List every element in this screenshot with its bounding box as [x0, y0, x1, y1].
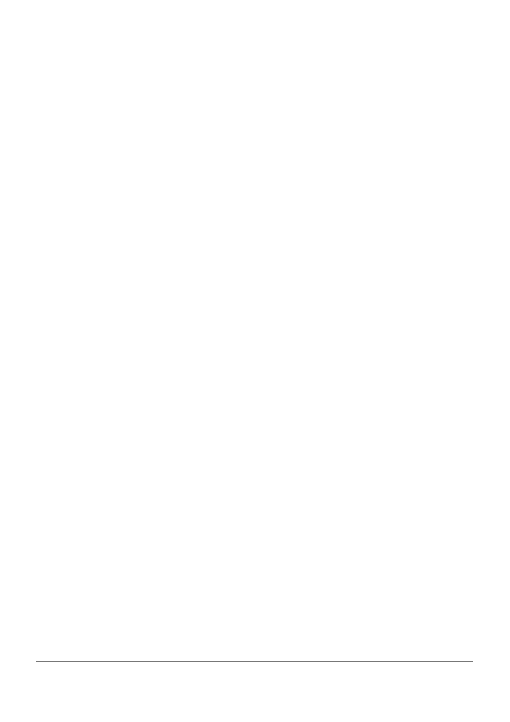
footer-rule: [36, 661, 473, 662]
